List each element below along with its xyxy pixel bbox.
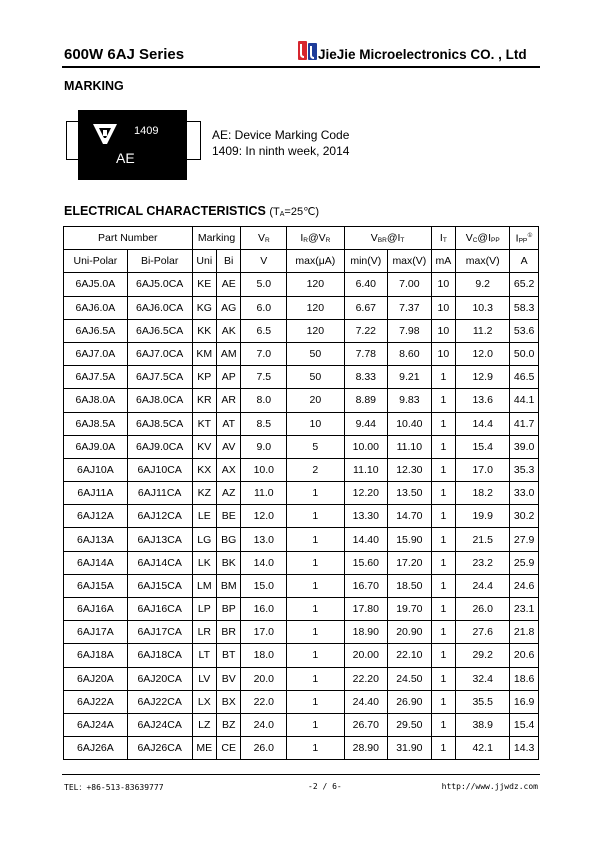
table-cell: KE (192, 273, 216, 296)
table-cell: 22.0 (241, 690, 287, 713)
table-cell: LR (192, 621, 216, 644)
footer-rule (62, 774, 540, 775)
table-cell: 10.00 (344, 435, 388, 458)
header-vc: $V_C@I_{PP}$ (456, 227, 510, 250)
table-cell: 18.6 (510, 667, 539, 690)
chip-marking-code: AE (116, 150, 135, 166)
header-part-number: Part Number (64, 227, 193, 250)
table-row (64, 598, 539, 621)
header-title: 600W 6AJ Series (64, 46, 185, 63)
table-row (64, 482, 539, 505)
table-cell: AK (217, 319, 241, 342)
table-cell: 6AJ7.0A (64, 342, 128, 365)
table-cell: BG (217, 528, 241, 551)
table-row (64, 296, 539, 319)
chip-date-code: 1409 (134, 125, 159, 137)
table-row (64, 319, 539, 342)
chip-logo-icon (92, 122, 118, 146)
table-cell: 6AJ5.0A (64, 273, 128, 296)
table-cell: 6.67 (344, 296, 388, 319)
table-cell: AX (217, 458, 241, 481)
table-cell: 26.0 (241, 737, 287, 760)
subheader-uni: Uni (192, 250, 216, 273)
table-cell: 41.7 (510, 412, 539, 435)
table-cell: 6AJ16CA (127, 598, 192, 621)
table-cell: AV (217, 435, 241, 458)
table-row (64, 644, 539, 667)
table-cell: BZ (217, 713, 241, 736)
table-cell: 1 (287, 551, 344, 574)
table-cell: BV (217, 667, 241, 690)
table-cell: AR (217, 389, 241, 412)
table-cell: 27.9 (510, 528, 539, 551)
electrical-condition: $(T_A=25℃)$ (269, 206, 320, 218)
table-cell: 15.0 (241, 574, 287, 597)
table-cell: LP (192, 598, 216, 621)
table-cell: BX (217, 690, 241, 713)
table-cell: 7.00 (388, 273, 432, 296)
table-cell: 1 (431, 435, 455, 458)
subheader-bi-polar: Bi-Polar (127, 250, 192, 273)
table-cell: 14.3 (510, 737, 539, 760)
table-cell: 1 (287, 667, 344, 690)
table-cell: 6AJ14CA (127, 551, 192, 574)
table-cell: 6AJ7.5A (64, 366, 128, 389)
table-row (64, 574, 539, 597)
table-cell: 38.9 (456, 713, 510, 736)
table-cell: 14.40 (344, 528, 388, 551)
table-cell: 19.9 (456, 505, 510, 528)
header-vr: $V_R$ (241, 227, 287, 250)
table-cell: 1 (287, 598, 344, 621)
table-row (64, 389, 539, 412)
table-cell: 12.0 (241, 505, 287, 528)
table-cell: 6AJ8.0A (64, 389, 128, 412)
subheader-it-unit: mA (431, 250, 455, 273)
table-cell: LK (192, 551, 216, 574)
table-cell: 53.6 (510, 319, 539, 342)
table-cell: 12.0 (456, 342, 510, 365)
table-cell: 6AJ24A (64, 713, 128, 736)
table-row (64, 273, 539, 296)
table-cell: KT (192, 412, 216, 435)
table-cell: 39.0 (510, 435, 539, 458)
table-cell: 5.0 (241, 273, 287, 296)
table-cell: 1 (431, 389, 455, 412)
table-row (64, 412, 539, 435)
table-cell: 10.3 (456, 296, 510, 319)
table-cell: 9.83 (388, 389, 432, 412)
table-cell: 17.0 (456, 458, 510, 481)
table-cell: 6AJ8.5CA (127, 412, 192, 435)
table-cell: 24.4 (456, 574, 510, 597)
table-cell: 6AJ7.0CA (127, 342, 192, 365)
table-cell: 6AJ13CA (127, 528, 192, 551)
table-cell: 11.2 (456, 319, 510, 342)
table-cell: 7.98 (388, 319, 432, 342)
table-cell: 12.30 (388, 458, 432, 481)
table-cell: 12.20 (344, 482, 388, 505)
table-cell: 44.1 (510, 389, 539, 412)
table-cell: 6AJ6.5CA (127, 319, 192, 342)
table-row (64, 551, 539, 574)
table-cell: KZ (192, 482, 216, 505)
marking-description (212, 127, 349, 159)
subheader-ipp-unit: A (510, 250, 539, 273)
table-subheader-row (64, 250, 539, 273)
table-cell: 1 (431, 366, 455, 389)
table-cell: 6AJ14A (64, 551, 128, 574)
table-cell: 7.5 (241, 366, 287, 389)
table-cell: 18.0 (241, 644, 287, 667)
table-cell: 1 (287, 690, 344, 713)
table-cell: 2 (287, 458, 344, 481)
table-cell: KX (192, 458, 216, 481)
table-cell: 5 (287, 435, 344, 458)
table-cell: 13.50 (388, 482, 432, 505)
table-cell: BR (217, 621, 241, 644)
table-cell: 6AJ20CA (127, 667, 192, 690)
table-cell: 13.0 (241, 528, 287, 551)
electrical-heading (64, 204, 319, 218)
subheader-uni-polar: Uni-Polar (64, 250, 128, 273)
table-cell: KK (192, 319, 216, 342)
table-cell: LM (192, 574, 216, 597)
table-cell: 27.6 (456, 621, 510, 644)
table-cell: 1 (287, 713, 344, 736)
table-cell: 6AJ7.5CA (127, 366, 192, 389)
table-cell: LE (192, 505, 216, 528)
table-cell: LG (192, 528, 216, 551)
footer-website: http://www.jjwdz.com (441, 782, 538, 791)
table-cell: 1 (431, 458, 455, 481)
table-cell: 8.89 (344, 389, 388, 412)
electrical-characteristics-table (63, 226, 539, 760)
table-cell: 6AJ16A (64, 598, 128, 621)
table-cell: LV (192, 667, 216, 690)
table-row (64, 737, 539, 760)
subheader-ir-unit: max(μA) (287, 250, 344, 273)
table-row (64, 458, 539, 481)
table-cell: 6AJ17CA (127, 621, 192, 644)
table-cell: 7.0 (241, 342, 287, 365)
table-cell: 50.0 (510, 342, 539, 365)
header-it: $I_T$ (431, 227, 455, 250)
electrical-heading-text: ELECTRICAL CHARACTERISTICS (64, 204, 266, 218)
table-cell: 21.8 (510, 621, 539, 644)
footer-telephone: TEL：+86-513-83639777 (64, 783, 164, 792)
table-cell: 20 (287, 389, 344, 412)
table-cell: LZ (192, 713, 216, 736)
table-cell: 17.0 (241, 621, 287, 644)
table-cell: 1 (287, 528, 344, 551)
table-cell: 6AJ12A (64, 505, 128, 528)
table-cell: 1 (287, 621, 344, 644)
table-cell: 1 (431, 528, 455, 551)
table-cell: 6AJ15CA (127, 574, 192, 597)
table-cell: 1 (431, 621, 455, 644)
table-cell: 23.1 (510, 598, 539, 621)
table-cell: 9.0 (241, 435, 287, 458)
marking-heading: MARKING (64, 79, 124, 93)
table-cell: 65.2 (510, 273, 539, 296)
table-cell: 6AJ10A (64, 458, 128, 481)
marking-desc-line-1: AE: Device Marking Code (212, 128, 350, 142)
table-cell: 13.30 (344, 505, 388, 528)
table-row (64, 342, 539, 365)
table-cell: 6AJ6.5A (64, 319, 128, 342)
table-cell: 1 (431, 598, 455, 621)
table-cell: 10 (287, 412, 344, 435)
table-cell: 12.9 (456, 366, 510, 389)
header-rule (62, 66, 540, 68)
table-row (64, 435, 539, 458)
table-cell: 6AJ9.0CA (127, 435, 192, 458)
table-cell: 1 (431, 690, 455, 713)
table-cell: 10 (431, 273, 455, 296)
table-cell: LT (192, 644, 216, 667)
table-cell: 6AJ10CA (127, 458, 192, 481)
company-name: JieJie Microelectronics CO. , Ltd (318, 47, 527, 62)
table-cell: 26.0 (456, 598, 510, 621)
table-cell: BE (217, 505, 241, 528)
chip-package (78, 110, 187, 180)
table-cell: 32.4 (456, 667, 510, 690)
table-cell: KM (192, 342, 216, 365)
table-cell: 14.70 (388, 505, 432, 528)
table-row (64, 528, 539, 551)
table-cell: 8.60 (388, 342, 432, 365)
subheader-vbr-min: min(V) (344, 250, 388, 273)
table-cell: 9.44 (344, 412, 388, 435)
table-cell: 30.2 (510, 505, 539, 528)
table-cell: 46.5 (510, 366, 539, 389)
table-cell: KV (192, 435, 216, 458)
table-cell: 26.70 (344, 713, 388, 736)
table-cell: 6AJ26A (64, 737, 128, 760)
table-cell: 58.3 (510, 296, 539, 319)
table-cell: 10 (431, 319, 455, 342)
table-cell: 24.50 (388, 667, 432, 690)
table-cell: 6AJ8.0CA (127, 389, 192, 412)
table-cell: 22.20 (344, 667, 388, 690)
table-cell: 6AJ26CA (127, 737, 192, 760)
table-cell: 15.4 (456, 435, 510, 458)
table-cell: 10.0 (241, 458, 287, 481)
table-cell: ME (192, 737, 216, 760)
table-cell: 24.0 (241, 713, 287, 736)
table-cell: AG (217, 296, 241, 319)
table-cell: 11.10 (388, 435, 432, 458)
table-cell: 6AJ6.0CA (127, 296, 192, 319)
table-cell: LX (192, 690, 216, 713)
table-cell: 18.2 (456, 482, 510, 505)
table-cell: 7.78 (344, 342, 388, 365)
table-cell: 25.9 (510, 551, 539, 574)
table-cell: 6AJ22A (64, 690, 128, 713)
table-cell: 33.0 (510, 482, 539, 505)
table-cell: 6AJ9.0A (64, 435, 128, 458)
table-cell: 6.40 (344, 273, 388, 296)
jiejie-logo-icon (297, 40, 319, 62)
table-cell: 8.5 (241, 412, 287, 435)
table-cell: AM (217, 342, 241, 365)
table-cell: 9.2 (456, 273, 510, 296)
table-cell: 16.70 (344, 574, 388, 597)
table-cell: 120 (287, 296, 344, 319)
table-cell: 7.37 (388, 296, 432, 319)
table-cell: BP (217, 598, 241, 621)
table-cell: AT (217, 412, 241, 435)
table-cell: 6AJ20A (64, 667, 128, 690)
table-row (64, 505, 539, 528)
table-cell: 1 (431, 713, 455, 736)
table-cell: 6.0 (241, 296, 287, 319)
table-cell: AZ (217, 482, 241, 505)
table-cell: 26.90 (388, 690, 432, 713)
table-cell: 42.1 (456, 737, 510, 760)
table-cell: 1 (431, 644, 455, 667)
table-cell: 1 (431, 505, 455, 528)
table-cell: 6AJ11A (64, 482, 128, 505)
table-cell: 1 (431, 574, 455, 597)
table-cell: 6AJ11CA (127, 482, 192, 505)
table-cell: 17.20 (388, 551, 432, 574)
table-cell: AE (217, 273, 241, 296)
table-cell: 6AJ24CA (127, 713, 192, 736)
table-row (64, 667, 539, 690)
header-vbr: $V_{BR}@I_T$ (344, 227, 431, 250)
table-cell: BT (217, 644, 241, 667)
table-cell: 20.6 (510, 644, 539, 667)
table-row (64, 621, 539, 644)
table-cell: 22.10 (388, 644, 432, 667)
table-cell: 6AJ18CA (127, 644, 192, 667)
table-cell: 1 (287, 574, 344, 597)
table-cell: 50 (287, 366, 344, 389)
table-cell: 35.5 (456, 690, 510, 713)
header-marking: Marking (192, 227, 241, 250)
table-cell: BM (217, 574, 241, 597)
table-cell: 6AJ15A (64, 574, 128, 597)
table-cell: 1 (431, 737, 455, 760)
table-cell: 13.6 (456, 389, 510, 412)
table-cell: 20.0 (241, 667, 287, 690)
table-cell: 19.70 (388, 598, 432, 621)
table-cell: 21.5 (456, 528, 510, 551)
table-cell: 9.21 (388, 366, 432, 389)
subheader-vr-unit: V (241, 250, 287, 273)
table-cell: 1 (287, 505, 344, 528)
table-cell: 1 (287, 737, 344, 760)
table-cell: 24.6 (510, 574, 539, 597)
table-cell: 6AJ18A (64, 644, 128, 667)
table-cell: 14.4 (456, 412, 510, 435)
table-cell: KR (192, 389, 216, 412)
table-cell: 6AJ13A (64, 528, 128, 551)
table-cell: 1 (431, 551, 455, 574)
table-cell: 10 (431, 296, 455, 319)
table-cell: 8.0 (241, 389, 287, 412)
subheader-bi: Bi (217, 250, 241, 273)
table-cell: 18.50 (388, 574, 432, 597)
table-cell: 1 (287, 644, 344, 667)
table-cell: 29.2 (456, 644, 510, 667)
table-cell: 50 (287, 342, 344, 365)
table-cell: 23.2 (456, 551, 510, 574)
table-cell: 7.22 (344, 319, 388, 342)
footer-page-number: -2 / 6- (308, 782, 342, 791)
table-cell: 10 (431, 342, 455, 365)
table-cell: 6AJ22CA (127, 690, 192, 713)
table-cell: KP (192, 366, 216, 389)
table-cell: 6AJ17A (64, 621, 128, 644)
table-cell: 6AJ12CA (127, 505, 192, 528)
table-row (64, 366, 539, 389)
table-cell: 15.60 (344, 551, 388, 574)
marking-desc-line-2: 1409: In ninth week, 2014 (212, 144, 350, 158)
table-cell: 16.0 (241, 598, 287, 621)
header-ipp: $I_{PP}^①$ (510, 227, 539, 250)
table-cell: 120 (287, 273, 344, 296)
table-cell: 1 (287, 482, 344, 505)
table-cell: 11.10 (344, 458, 388, 481)
table-cell: 6.5 (241, 319, 287, 342)
table-cell: 29.50 (388, 713, 432, 736)
subheader-vbr-max: max(V) (388, 250, 432, 273)
table-cell: 120 (287, 319, 344, 342)
table-cell: AP (217, 366, 241, 389)
table-cell: 35.3 (510, 458, 539, 481)
table-cell: 28.90 (344, 737, 388, 760)
table-cell: KG (192, 296, 216, 319)
table-cell: 20.90 (388, 621, 432, 644)
table-cell: 1 (431, 482, 455, 505)
table-cell: 6AJ5.0CA (127, 273, 192, 296)
table-cell: CE (217, 737, 241, 760)
table-cell: 20.00 (344, 644, 388, 667)
header-ir: $I_R@V_R$ (287, 227, 344, 250)
table-header-row (64, 227, 539, 250)
table-cell: 8.33 (344, 366, 388, 389)
table-cell: 17.80 (344, 598, 388, 621)
table-row (64, 690, 539, 713)
table-cell: 24.40 (344, 690, 388, 713)
table-cell: 18.90 (344, 621, 388, 644)
table-cell: 16.9 (510, 690, 539, 713)
table-cell: 1 (431, 667, 455, 690)
table-cell: 6AJ8.5A (64, 412, 128, 435)
table-cell: 6AJ6.0A (64, 296, 128, 319)
table-cell: 1 (431, 412, 455, 435)
table-cell: 15.4 (510, 713, 539, 736)
table-cell: 31.90 (388, 737, 432, 760)
table-cell: 15.90 (388, 528, 432, 551)
table-cell: 11.0 (241, 482, 287, 505)
table-cell: 14.0 (241, 551, 287, 574)
table-cell: BK (217, 551, 241, 574)
table-row (64, 713, 539, 736)
subheader-vc-unit: max(V) (456, 250, 510, 273)
table-cell: 10.40 (388, 412, 432, 435)
